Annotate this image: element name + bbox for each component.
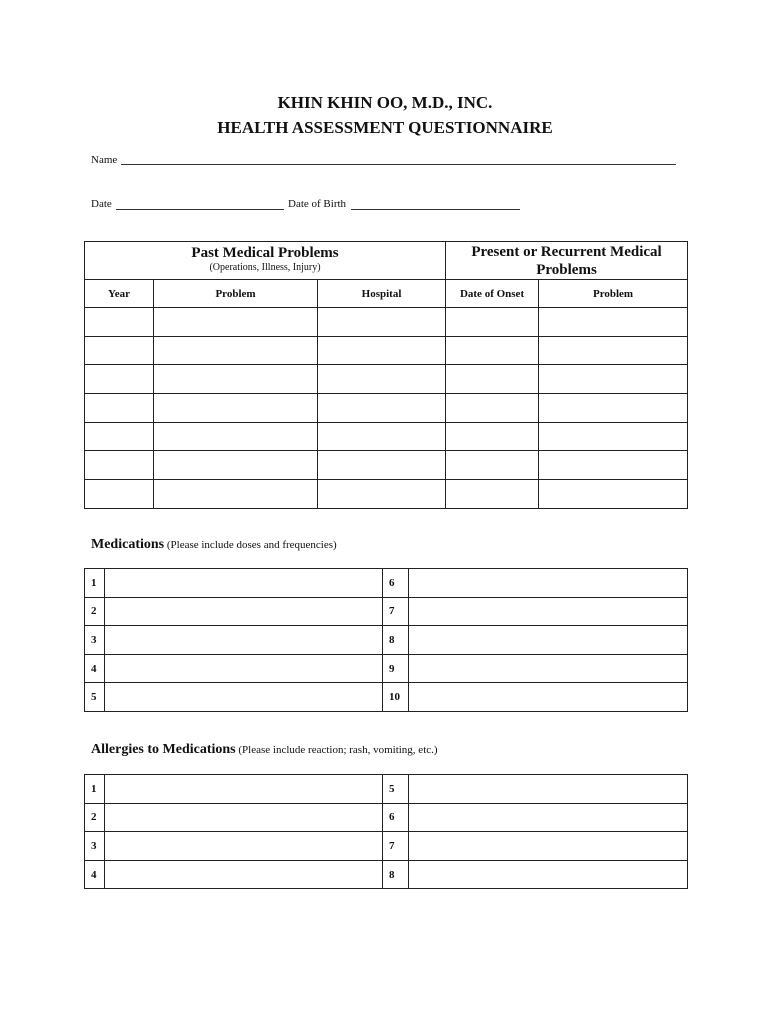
dob-label: Date of Birth: [288, 198, 347, 210]
table-row: [85, 569, 688, 598]
problem-cell[interactable]: [85, 422, 154, 451]
table-row: [85, 394, 688, 423]
table-row: [85, 597, 688, 626]
problem-cell[interactable]: [85, 336, 154, 365]
problem-cell[interactable]: [154, 308, 318, 337]
problem-cell[interactable]: [446, 336, 539, 365]
medication-entry-field[interactable]: [105, 597, 383, 626]
problem-cell[interactable]: [318, 480, 446, 509]
problem-cell[interactable]: [85, 451, 154, 480]
problem-cell[interactable]: [318, 336, 446, 365]
medication-number: 6: [383, 569, 409, 598]
problem-cell[interactable]: [318, 422, 446, 451]
date-label: Date: [91, 198, 112, 210]
problem-cell[interactable]: [85, 365, 154, 394]
medication-number: 10: [383, 683, 409, 712]
problem-cell[interactable]: [85, 394, 154, 423]
problem-cell[interactable]: [446, 451, 539, 480]
company-name: KHIN KHIN OO, M.D., INC.: [277, 93, 493, 112]
medication-number: 1: [85, 569, 105, 598]
col-year: Year: [85, 280, 154, 308]
present-problems-header: [446, 242, 688, 280]
col-date-of-onset: Date of Onset: [446, 280, 539, 308]
medication-entry-field[interactable]: [105, 654, 383, 683]
table-row: [85, 683, 688, 712]
allergy-entry-field[interactable]: [409, 832, 688, 861]
allergy-number: 6: [383, 803, 409, 832]
allergy-entry-field[interactable]: [105, 775, 383, 804]
table-row: [85, 626, 688, 655]
problem-cell[interactable]: [318, 451, 446, 480]
table-row: [85, 775, 688, 804]
allergies-table: [84, 774, 688, 889]
table-row: [85, 803, 688, 832]
name-field[interactable]: [121, 164, 676, 165]
past-problems-header: [85, 242, 446, 280]
table-row: [85, 365, 688, 394]
medication-entry-field[interactable]: [409, 654, 688, 683]
problem-cell[interactable]: [85, 308, 154, 337]
allergy-number: 1: [85, 775, 105, 804]
medication-number: 3: [85, 626, 105, 655]
problem-cell[interactable]: [318, 365, 446, 394]
medication-entry-field[interactable]: [409, 626, 688, 655]
allergy-entry-field[interactable]: [105, 803, 383, 832]
col-hospital: Hospital: [318, 280, 446, 308]
problem-rows: [85, 308, 688, 509]
date-field[interactable]: [116, 209, 284, 210]
present-problems-title: Present or Recurrent Medical Problems: [471, 244, 662, 278]
allergy-number: 4: [85, 860, 105, 889]
table-row: [85, 654, 688, 683]
allergy-entry-field[interactable]: [105, 832, 383, 861]
dob-field[interactable]: [351, 209, 520, 210]
table-row: [85, 480, 688, 509]
allergy-number: 5: [383, 775, 409, 804]
medications-heading-line: [91, 537, 337, 553]
col-problem-present: Problem: [539, 280, 688, 308]
allergy-entry-field[interactable]: [409, 860, 688, 889]
problem-cell[interactable]: [154, 394, 318, 423]
problem-cell[interactable]: [539, 336, 688, 365]
table-row: [85, 451, 688, 480]
allergy-rows: [85, 775, 688, 889]
problem-cell[interactable]: [154, 336, 318, 365]
allergy-entry-field[interactable]: [409, 803, 688, 832]
table-row: [85, 308, 688, 337]
medication-entry-field[interactable]: [409, 683, 688, 712]
form-title: HEALTH ASSESSMENT QUESTIONNAIRE: [217, 118, 553, 137]
medication-number: 5: [85, 683, 105, 712]
medication-number: 7: [383, 597, 409, 626]
medication-entry-field[interactable]: [409, 597, 688, 626]
allergy-number: 3: [85, 832, 105, 861]
medications-note: (Please include doses and frequencies): [166, 539, 337, 551]
past-problems-title: Past Medical Problems: [191, 245, 339, 261]
medication-entry-field[interactable]: [105, 683, 383, 712]
problem-cell[interactable]: [154, 451, 318, 480]
medication-entry-field[interactable]: [409, 569, 688, 598]
problem-cell[interactable]: [539, 365, 688, 394]
table-row: [85, 336, 688, 365]
problem-cell[interactable]: [539, 451, 688, 480]
problem-cell[interactable]: [539, 480, 688, 509]
problem-cell[interactable]: [85, 480, 154, 509]
past-problems-subtitle: (Operations, Illness, Injury): [209, 262, 321, 273]
problem-cell[interactable]: [154, 365, 318, 394]
allergy-entry-field[interactable]: [409, 775, 688, 804]
medications-table: [84, 568, 688, 712]
problem-cell[interactable]: [318, 308, 446, 337]
name-label: Name: [91, 154, 118, 166]
problem-cell[interactable]: [539, 308, 688, 337]
allergies-note: (Please include reaction; rash, vomiting, etc.): [238, 744, 438, 756]
medication-number: 9: [383, 654, 409, 683]
problem-cell[interactable]: [446, 422, 539, 451]
problem-cell[interactable]: [154, 422, 318, 451]
problem-cell[interactable]: [318, 394, 446, 423]
problem-cell[interactable]: [446, 480, 539, 509]
medications-heading: Medications: [91, 537, 165, 552]
medication-number: 4: [85, 654, 105, 683]
allergy-number: 7: [383, 832, 409, 861]
allergies-heading-line: [91, 742, 438, 758]
problem-cell[interactable]: [539, 394, 688, 423]
problem-cell[interactable]: [446, 365, 539, 394]
problem-cell[interactable]: [539, 422, 688, 451]
medication-entry-field[interactable]: [105, 569, 383, 598]
table-row: [85, 832, 688, 861]
problem-cell[interactable]: [154, 480, 318, 509]
medication-rows: [85, 569, 688, 712]
allergy-number: 8: [383, 860, 409, 889]
table-row: [85, 422, 688, 451]
col-problem-past: Problem: [154, 280, 318, 308]
medication-number: 8: [383, 626, 409, 655]
allergy-number: 2: [85, 803, 105, 832]
problem-cell[interactable]: [446, 394, 539, 423]
problem-cell[interactable]: [446, 308, 539, 337]
allergies-heading: Allergies to Medications: [91, 742, 236, 757]
medication-number: 2: [85, 597, 105, 626]
allergy-entry-field[interactable]: [105, 860, 383, 889]
table-row: [85, 860, 688, 889]
medical-problems-table: [84, 241, 688, 509]
medication-entry-field[interactable]: [105, 626, 383, 655]
